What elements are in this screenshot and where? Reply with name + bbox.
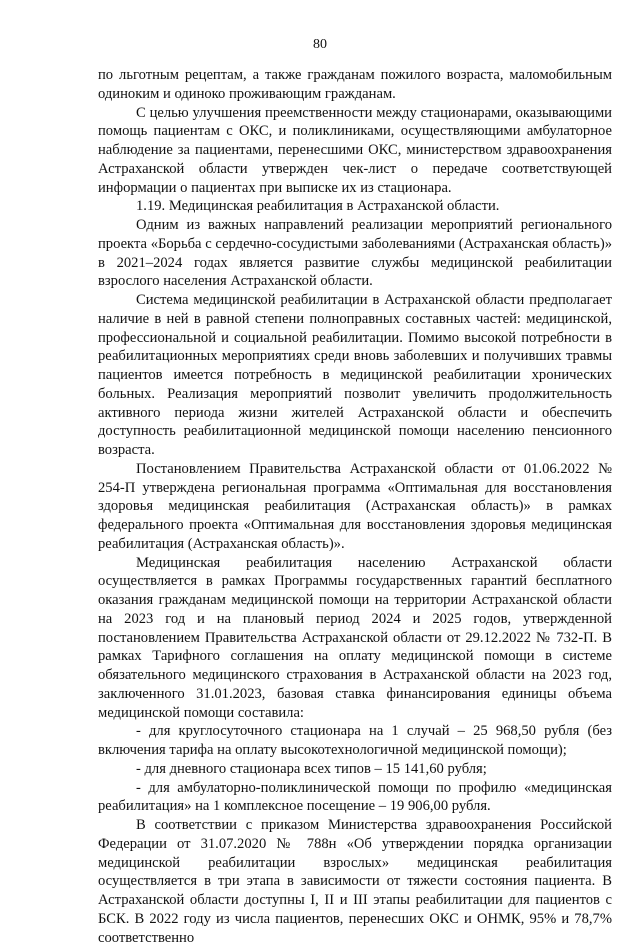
paragraph-resolution: Постановлением Правительства Астраханской области от 01.06.2022 № 254-П утверждена региональная программа «Оптимальная для восстановления здоровья медицинская реабилитация (Астраханская область)» в рамках федерального проекта «Оптимальная для восстановления здоровья медицинская реабилитация (Астраханская область)». xyxy=(98,460,612,552)
section-heading: 1.19. Медицинская реабилитация в Астраханской области. xyxy=(136,198,500,215)
page-number: 80 xyxy=(313,37,327,52)
paragraph-continuation: по льготным рецептам, а также гражданам пожилого возраста, маломобильным одиноким и одиноко проживающим гражданам. xyxy=(98,67,612,102)
body-text xyxy=(98,66,612,947)
paragraph-regional-project: Одним из важных направлений реализации мероприятий регионального проекта «Борьба с сердечно-сосудистыми заболеваниями (Астраханская область)» в 2021–2024 годах является развитие службы медицинской реабилитации взрослого населения Астраханской области. xyxy=(98,217,612,290)
paragraph-program: Медицинская реабилитация населению Астраханской области осуществляется в рамках Программы государственных гарантий бесплатного оказания гражданам медицинской помощи на территории Астраханской области на 2023 год и на плановый период 2024 и 2025 годов, утвержденной постановлением Правительства Астраханской области от 29.12.2022 № 732-П. В рамках Тарифного соглашения на оплату медицинской помощи в системе обязательного медицинского страхования в Астраханской области на 2023 год, заключенного 31.01.2023, базовая ставка финансирования единицы объема медицинской помощи составила: xyxy=(98,554,612,721)
list-item-day-hospital: - для дневного стационара всех типов – 15 141,60 рубля; xyxy=(136,760,487,777)
list-item-inpatient: - для круглосуточного стационара на 1 случай – 25 968,50 рубля (без включения тарифа на оплату высокотехнологичной медицинской помощи); xyxy=(98,723,612,758)
paragraph-rehab-system: Система медицинской реабилитации в Астраханской области предполагает наличие в ней в равной степени полноправных составных частей: медицинской, профессиональной и социальной реабилитации. Помимо высокой потребности в реабилитационных мероприятиях среди вновь заболевших и получивших травмы пациентов имеется потребность в медицинской реабилитации хронических больных. Реализация мероприятий позволит увеличить продолжительность активного периода жизни жителей Астраханской области и обеспечить доступность реабилитационной медицинской помощи населению пенсионного возраста. xyxy=(98,292,612,458)
paragraph-checklist: С целью улучшения преемственности между стационарами, оказывающими помощь пациентам с ОКС, и поликлиниками, осуществляющими амбулаторное наблюдение за пациентами, перенесшими ОКС, министерством здравоохранения Астраханской области утвержден чек-лист о передаче соответствующей информации о пациентах при выписке их из стационара. xyxy=(98,104,612,196)
paragraph-order: В соответствии с приказом Министерства здравоохранения Российской Федерации от 31.07.2020 № 788н «Об утверждении порядка организации медицинской реабилитации взрослых» медицинская реабилитация осуществляется в три этапа в зависимости от тяжести состояния пациента. В Астраханской области доступны I, II и III этапы реабилитации для пациентов с БСК. В 2022 году из числа пациентов, перенесших ОКС и ОНМК, 95% и 78,7% соответственно xyxy=(98,817,612,946)
list-item-outpatient: - для амбулаторно-поликлинической помощи по профилю «медицинская реабилитация» на 1 комплексное посещение – 19 906,00 рубля. xyxy=(98,779,612,815)
